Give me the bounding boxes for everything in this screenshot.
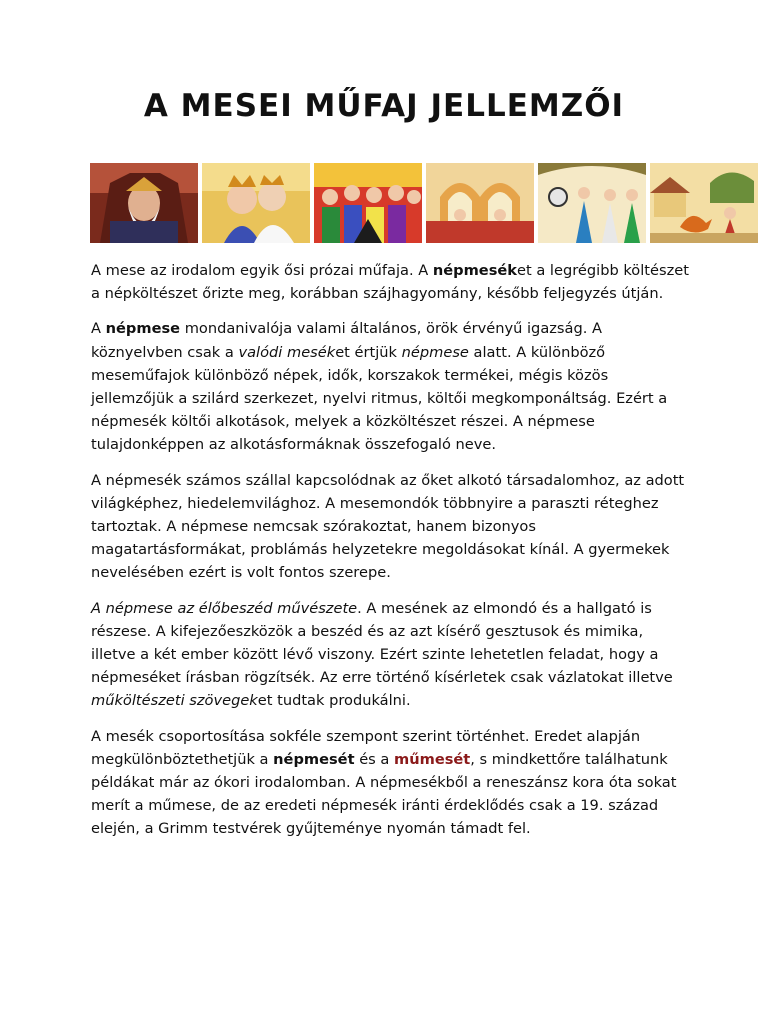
text-run: et a legrégibb költészet a népköltészet őrizte meg, korábban szájhagyomány, később feljegyzés útján. bbox=[91, 262, 689, 303]
text-run: alatt. A különböző meseműfajok különböző népek, idők, korszakok termékei, mégis közös jellemzőjük a szilárd szerkezet, nyelvi ritmus, költői megkomponáltság. Ezért a népmesék költői alkotások, melyek a közköltészet részei. A népmese tulajdonképpen az alkotásformáknak összefogaló neve. bbox=[91, 343, 668, 454]
illustration-royal-couple bbox=[202, 163, 310, 243]
paragraph-4 bbox=[91, 597, 691, 713]
text-run: et tudtak produkálni. bbox=[257, 692, 411, 710]
illustration-village-fox bbox=[650, 163, 758, 243]
italic-term: A népmese az élőbeszéd művészete bbox=[91, 599, 358, 617]
illustration-strip bbox=[90, 163, 768, 243]
text-run: A mesék csoportosítása sokféle szempont szerint történhet. Eredet alapján megkülönböztethetjük a bbox=[91, 727, 641, 768]
italic-term: műköltészeti szövegek bbox=[91, 692, 258, 710]
text-run: A bbox=[91, 320, 106, 338]
text-run: A mese az irodalom egyik ősi prózai műfaja. A bbox=[91, 262, 433, 279]
illustration-colourful-crowd bbox=[314, 163, 422, 243]
illustration-palace-hall bbox=[426, 163, 534, 243]
bold-term: népmese bbox=[105, 320, 181, 338]
illustration-villagers bbox=[538, 163, 646, 243]
bold-red-term: műmesét bbox=[394, 750, 471, 768]
italic-term: valódi mesék bbox=[238, 343, 336, 361]
paragraph-2 bbox=[91, 317, 691, 456]
text-run: , s mindkettőre találhatunk példákat már az ókori irodalomban. A népmesékből a reneszánsz kora óta sokat merít a műmese, de az eredeti népmesék iránti érdeklődés csak a 19. század elején, a Grimm testvérek gyűjteménye nyomán támadt fel. bbox=[91, 750, 677, 838]
text-run: mondanivalója valami általános, örök érvényű igazság. A köznyelvben csak a bbox=[91, 320, 602, 361]
paragraph-1 bbox=[91, 259, 691, 305]
page-title: A MESEI MŰFAJ JELLEMZŐI bbox=[143, 88, 625, 124]
paragraph-5 bbox=[91, 725, 691, 841]
text-run: és a bbox=[354, 750, 395, 768]
text-run: et értjük bbox=[335, 343, 402, 361]
article-body bbox=[91, 259, 691, 853]
text-run: A népmesék számos szállal kapcsolódnak az őket alkotó társadalomhoz, az adott világképhez, hiedelemvilághoz. A mesemondók többnyire a paraszti réteghez tartoztak. A népmese nemcsak szórakoztat, hanem bizonyos magatartásformákat, problámás helyzetekre megoldásokat kínál. A gyermekek nevelésében ezért is volt fontos szerepe. bbox=[91, 471, 685, 582]
text-run: . A mesének az elmondó és a hallgató is részese. A kifejezőeszközök a beszéd és az azt kísérő gesztusok és mimika, illetve a két ember között lévő viszony. Ezért szinte lehetetlen feladat, hogy a népmeséket írásban rögzítsék. Az erre történő kísérletek csak vázlatokat illetve bbox=[91, 599, 673, 687]
bold-term: népmesét bbox=[273, 750, 355, 768]
bold-term: népmesék bbox=[432, 262, 517, 279]
paragraph-3 bbox=[91, 469, 691, 585]
illustration-king-on-throne bbox=[90, 163, 198, 243]
italic-term: népmese bbox=[401, 343, 469, 361]
